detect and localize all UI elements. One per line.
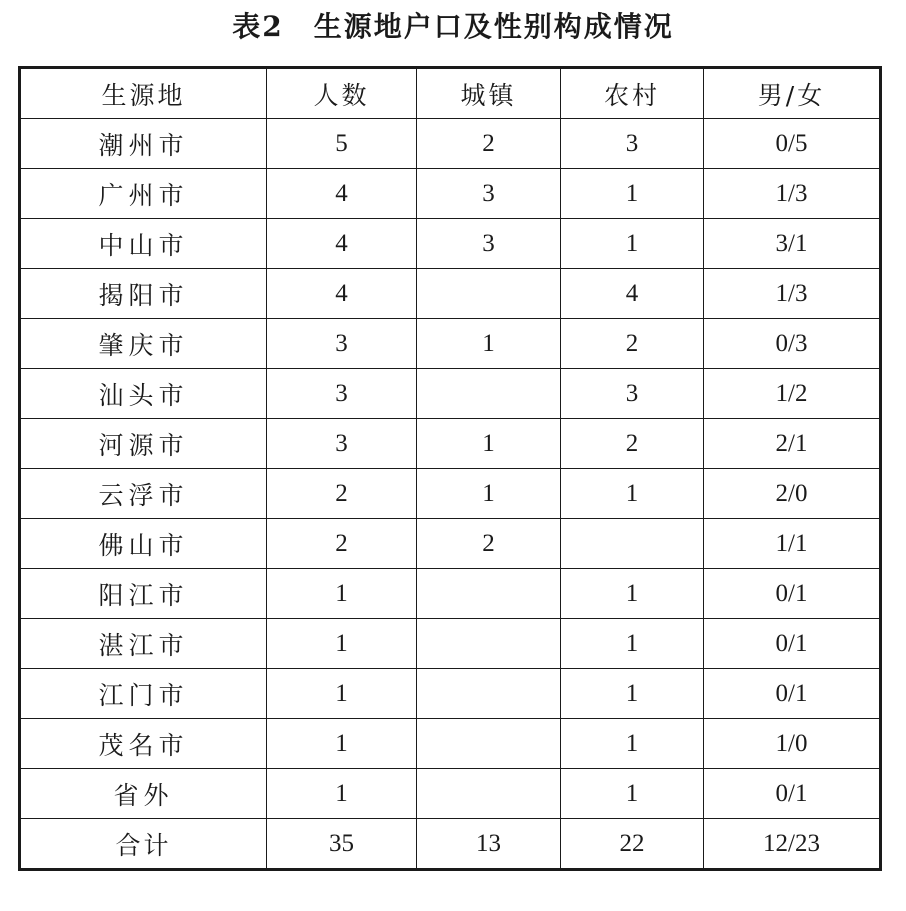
table-row: [20, 219, 881, 269]
gender-cell: 1/3: [704, 269, 881, 319]
table-row: [20, 569, 881, 619]
count-cell: 3: [267, 419, 417, 469]
count-cell: 2: [267, 469, 417, 519]
rural-cell: 1: [561, 219, 704, 269]
gender-cell: 0/1: [704, 769, 881, 819]
rural-cell: 3: [561, 369, 704, 419]
total-count-cell: 35: [267, 819, 417, 870]
urban-cell: [417, 719, 561, 769]
urban-cell: [417, 669, 561, 719]
header-cell-origin: 生源地: [20, 68, 267, 119]
rural-cell: 1: [561, 569, 704, 619]
header-cell-rural: 农村: [561, 68, 704, 119]
table-row: [20, 669, 881, 719]
count-cell: 1: [267, 769, 417, 819]
region-cell: 江门市: [20, 669, 267, 719]
count-cell: 1: [267, 669, 417, 719]
count-cell: 1: [267, 719, 417, 769]
rural-cell: 1: [561, 169, 704, 219]
total-urban-cell: 13: [417, 819, 561, 870]
urban-cell: 1: [417, 419, 561, 469]
urban-cell: 1: [417, 319, 561, 369]
table-row: [20, 369, 881, 419]
rural-cell: 1: [561, 619, 704, 669]
rural-cell: [561, 519, 704, 569]
gender-cell: 3/1: [704, 219, 881, 269]
region-cell: 肇庆市: [20, 319, 267, 369]
table-row: [20, 719, 881, 769]
urban-cell: 3: [417, 169, 561, 219]
rural-cell: 3: [561, 119, 704, 169]
region-cell: 茂名市: [20, 719, 267, 769]
table-row: [20, 319, 881, 369]
header-cell-urban: 城镇: [417, 68, 561, 119]
count-cell: 4: [267, 219, 417, 269]
gender-cell: 1/1: [704, 519, 881, 569]
header-cell-count: 人数: [267, 68, 417, 119]
count-cell: 4: [267, 269, 417, 319]
gender-cell: 2/0: [704, 469, 881, 519]
table-row: [20, 769, 881, 819]
gender-cell: 1/0: [704, 719, 881, 769]
gender-cell: 0/1: [704, 619, 881, 669]
urban-cell: 1: [417, 469, 561, 519]
region-cell: 揭阳市: [20, 269, 267, 319]
rural-cell: 2: [561, 419, 704, 469]
count-cell: 2: [267, 519, 417, 569]
urban-cell: 3: [417, 219, 561, 269]
rural-cell: 1: [561, 469, 704, 519]
region-cell: 汕头市: [20, 369, 267, 419]
rural-cell: 4: [561, 269, 704, 319]
urban-cell: 2: [417, 119, 561, 169]
gender-cell: 1/2: [704, 369, 881, 419]
count-cell: 3: [267, 319, 417, 369]
count-cell: 3: [267, 369, 417, 419]
table-row: [20, 519, 881, 569]
region-cell: 中山市: [20, 219, 267, 269]
count-cell: 1: [267, 569, 417, 619]
total-rural-cell: 22: [561, 819, 704, 870]
header-cell-gender: 男/女: [704, 68, 881, 119]
origin-table: [18, 66, 882, 871]
region-cell: 佛山市: [20, 519, 267, 569]
urban-cell: [417, 619, 561, 669]
gender-cell: 0/5: [704, 119, 881, 169]
gender-cell: 0/1: [704, 569, 881, 619]
table-row: [20, 419, 881, 469]
total-row: [20, 819, 881, 870]
rural-cell: 1: [561, 769, 704, 819]
total-label-cell: 合计: [20, 819, 267, 870]
gender-cell: 0/1: [704, 669, 881, 719]
region-cell: 潮州市: [20, 119, 267, 169]
table-title: 表2 生源地户口及性别构成情况: [232, 10, 674, 43]
urban-cell: 2: [417, 519, 561, 569]
region-cell: 河源市: [20, 419, 267, 469]
table-row: [20, 269, 881, 319]
table-row: [20, 619, 881, 669]
urban-cell: [417, 369, 561, 419]
count-cell: 1: [267, 619, 417, 669]
urban-cell: [417, 269, 561, 319]
region-cell: 省外: [20, 769, 267, 819]
header-row: [20, 68, 881, 119]
table-row: [20, 469, 881, 519]
urban-cell: [417, 769, 561, 819]
rural-cell: 1: [561, 669, 704, 719]
rural-cell: 2: [561, 319, 704, 369]
count-cell: 4: [267, 169, 417, 219]
total-gender-cell: 12/23: [704, 819, 881, 870]
region-cell: 云浮市: [20, 469, 267, 519]
gender-cell: 1/3: [704, 169, 881, 219]
region-cell: 湛江市: [20, 619, 267, 669]
gender-cell: 2/1: [704, 419, 881, 469]
urban-cell: [417, 569, 561, 619]
count-cell: 5: [267, 119, 417, 169]
region-cell: 阳江市: [20, 569, 267, 619]
gender-cell: 0/3: [704, 319, 881, 369]
table-row: [20, 119, 881, 169]
region-cell: 广州市: [20, 169, 267, 219]
table-row: [20, 169, 881, 219]
rural-cell: 1: [561, 719, 704, 769]
